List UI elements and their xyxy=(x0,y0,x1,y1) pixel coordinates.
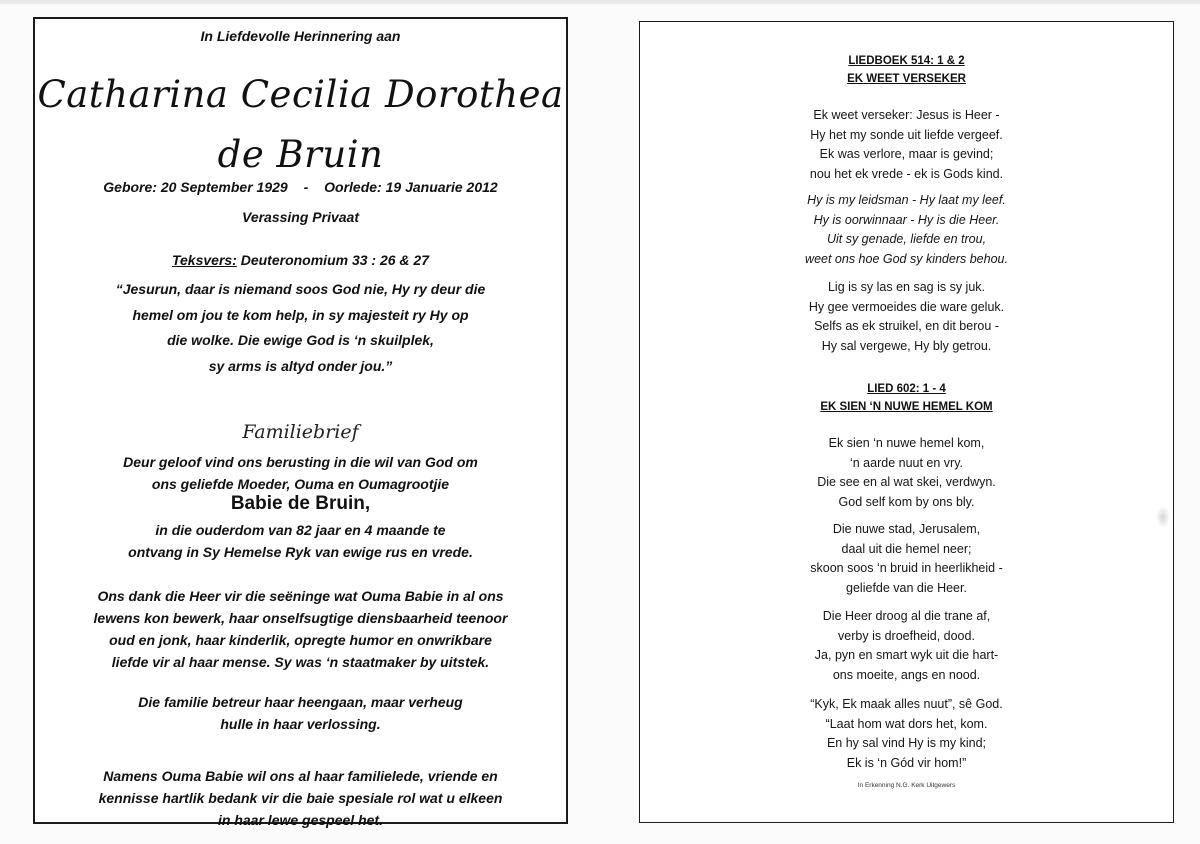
thanks-paragraph xyxy=(35,585,566,673)
grief-paragraph xyxy=(35,691,566,735)
hymn2-stanza3 xyxy=(640,607,1173,685)
letter-line: kennisse hartlik bedank vir die baie spesiale rol wat u elkeen xyxy=(98,790,503,806)
publisher-credit: In Erkenning N.G. Kerk Uitgewers xyxy=(857,782,956,789)
family-letter-heading: Familiebrief xyxy=(242,421,359,443)
hymn2-stanza1 xyxy=(640,434,1173,512)
stanza-line: Ek sien ‘n nuwe hemel kom, xyxy=(828,436,985,450)
hymn2-name: EK SIEN ‘N NUWE HEMEL KOM xyxy=(820,401,993,413)
stanza-line: Ek weet verseker: Jesus is Heer - xyxy=(813,108,1000,122)
letter-line: Ons dank die Heer vir die seëninge wat Ouma Babie in al ons xyxy=(97,588,504,604)
hymn1-stanza2 xyxy=(640,191,1173,269)
letter-age xyxy=(35,519,566,563)
stanza-line: Uit sy genade, liefde en trou, xyxy=(826,232,987,246)
verse-text xyxy=(35,277,566,379)
letter-line: liefde vir al haar mense. Sy was ‘n staatmaker by uitstek. xyxy=(111,654,490,670)
stanza-line: Ek is ‘n Gód vir hom!” xyxy=(846,755,967,770)
stanza-line: ons moeite, angs en nood. xyxy=(832,667,981,682)
hymns-panel xyxy=(639,21,1174,823)
letter-line: ons geliefde Moeder, Ouma en Oumagrootjie xyxy=(151,476,450,492)
letter-line: ontvang in Sy Hemelse Ryk van ewige rus en vrede. xyxy=(128,544,473,560)
hymn1-name: EK WEET VERSEKER xyxy=(847,73,966,85)
letter-line: Deur geloof vind ons berusting in die wil van God om xyxy=(123,454,478,470)
closing-paragraph xyxy=(35,765,566,831)
hymn2-number: LIED 602: 1 - 4 xyxy=(867,383,946,395)
full-name-line2: de Bruin xyxy=(217,133,384,176)
stanza-line: “Kyk, Ek maak alles nuut”, sê God. xyxy=(810,697,1003,711)
stanza-line: geliefde van die Heer. xyxy=(846,580,967,595)
stanza-line: Ja, pyn en smart wyk uit die hart- xyxy=(814,648,999,662)
verse-line: die wolke. Die ewige God is ‘n skuilplek, xyxy=(167,332,434,348)
stanza-line: Ek was verlore, maar is gevind; xyxy=(819,147,994,161)
stanza-line: nou het ek vrede - ek is Gods kind. xyxy=(809,166,1004,181)
verse-label: Teksvers: xyxy=(171,252,237,268)
stanza-line: skoon soos ‘n bruid in heerlikheid - xyxy=(810,561,1003,575)
hymn1-stanza1 xyxy=(640,106,1173,184)
stanza-line: God self kom by ons bly. xyxy=(838,494,975,509)
stanza-line: Hy is oorwinnaar - Hy is die Heer. xyxy=(813,212,1000,227)
stanza-line: Hy sal vergewe, Hy bly getrou. xyxy=(821,338,992,353)
hymn2-stanza4 xyxy=(640,695,1173,773)
verse-reference xyxy=(35,252,566,268)
stanza-line: Hy het my sonde uit liefde vergeef. xyxy=(810,127,1003,142)
stanza-line: ‘n aarde nuut en vry. xyxy=(849,455,964,470)
hymn1-title xyxy=(640,52,1173,88)
scan-smudge xyxy=(1156,506,1170,528)
date-separator: - xyxy=(303,179,309,195)
hymn1-stanza3 xyxy=(640,278,1173,356)
stanza-line: Selfs as ek struikel, en dit berou - xyxy=(814,319,999,333)
stanza-line: Die see en al wat skei, verdwyn. xyxy=(817,475,996,489)
hymn2-title xyxy=(640,380,1173,416)
verse-source: Deuteronomium 33 : 26 & 27 xyxy=(236,252,430,268)
life-dates xyxy=(35,179,566,195)
stanza-line: “Laat hom wat dors het, kom. xyxy=(825,716,988,731)
verse-line: hemel om jou te kom help, in sy majesteit ry Hy op xyxy=(132,306,469,323)
letter-line: lewens kon bewerk, haar onselfsugtige diensbaarheid teenoor xyxy=(93,610,508,626)
full-name-line1: Catharina Cecilia Dorothea xyxy=(37,73,564,116)
letter-line: Namens Ouma Babie wil ons al haar familielede, vriende en xyxy=(103,768,498,784)
stanza-line: Hy gee vermoeides die ware geluk. xyxy=(808,299,1005,314)
stanza-line: verby is droefheid, dood. xyxy=(838,628,975,643)
stanza-line: Hy is my leidsman - Hy laat my leef. xyxy=(807,193,1006,207)
letter-line: hulle in haar verlossing. xyxy=(220,716,381,732)
letter-line: oud en jonk, haar kinderlik, opregte humor en onwrikbare xyxy=(109,632,492,648)
hymn2-stanza2 xyxy=(640,520,1173,598)
memorial-heading: In Liefdevolle Herinnering aan xyxy=(200,28,401,44)
stanza-line: Lig is sy las en sag is sy juk. xyxy=(827,280,985,294)
page-edge xyxy=(0,0,1200,4)
letter-line: Die familie betreur haar heengaan, maar verheug xyxy=(138,694,463,710)
stanza-line: Die nuwe stad, Jerusalem, xyxy=(832,522,981,536)
letter-intro xyxy=(35,451,566,495)
verse-line: sy arms is altyd onder jou.” xyxy=(208,357,393,374)
stanza-line: Die Heer droog al die trane af, xyxy=(822,609,991,623)
stanza-line: daal uit die hemel neer; xyxy=(841,541,972,556)
hymn1-number: LIEDBOEK 514: 1 & 2 xyxy=(848,55,965,67)
birth-date: Gebore: 20 September 1929 xyxy=(103,179,288,195)
stanza-line: En hy sal vind Hy is my kind; xyxy=(826,736,987,750)
death-date: Oorlede: 19 Januarie 2012 xyxy=(324,179,498,195)
memorial-panel xyxy=(33,17,568,828)
stanza-line: weet ons hoe God sy kinders behou. xyxy=(805,251,1008,266)
verse-line: “Jesurun, daar is niemand soos God nie, Hy ry deur die xyxy=(115,281,486,297)
nickname: Babie de Bruin, xyxy=(230,493,371,514)
letter-line: in haar lewe gespeel het. xyxy=(218,812,383,828)
cremation-note: Verassing Privaat xyxy=(242,209,359,225)
letter-line: in die ouderdom van 82 jaar en 4 maande te xyxy=(155,522,446,538)
